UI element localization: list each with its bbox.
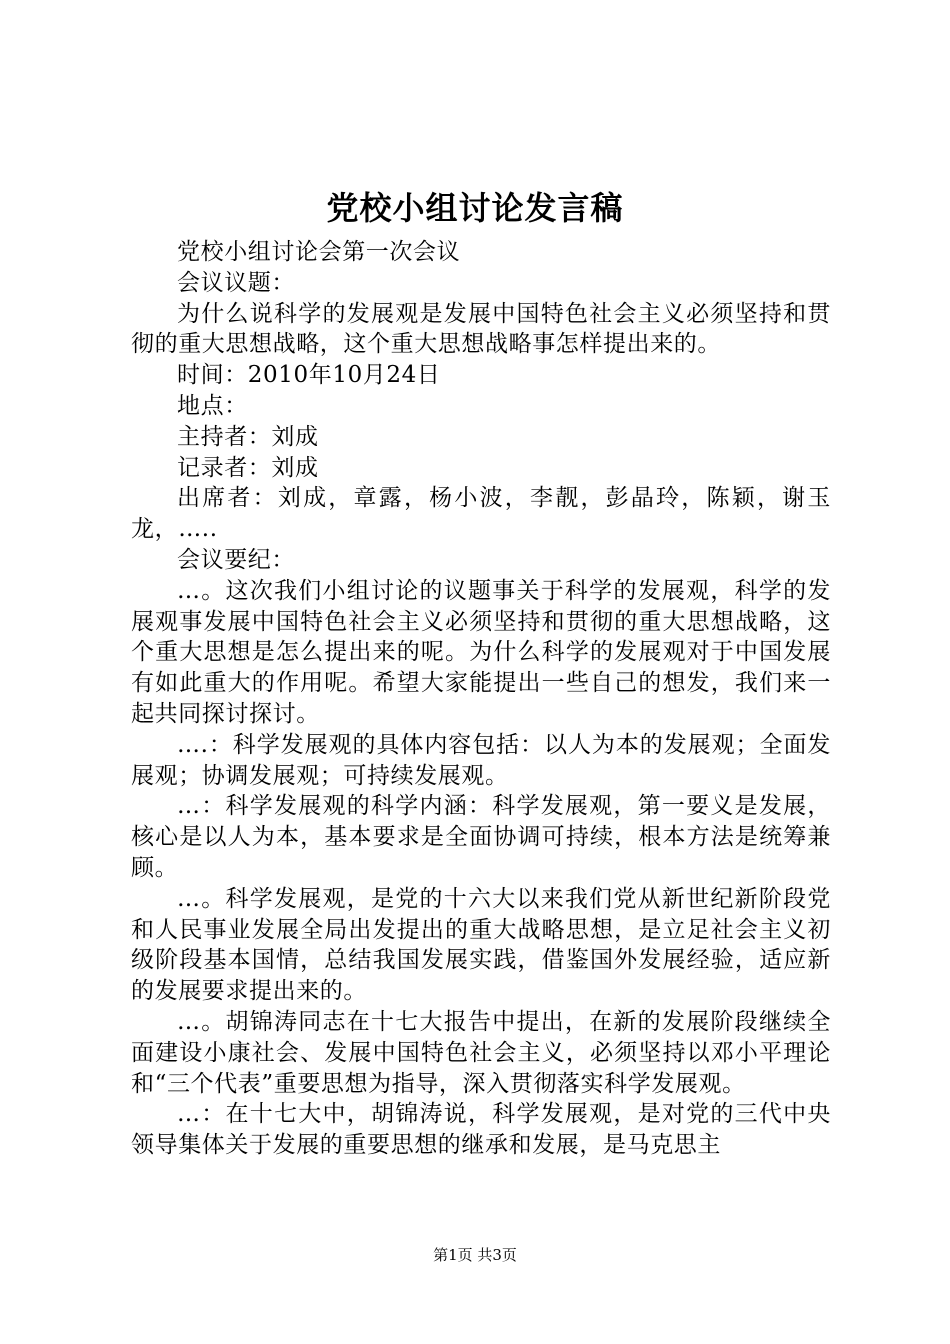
paragraph-discussion-6: …：在十七大中，胡锦涛说，科学发展观，是对党的三代中央领导集体关于发展的重要思想的继承和发展，是马克思主 [131, 1101, 831, 1159]
document-title: 党校小组讨论发言稿 [326, 189, 624, 227]
paragraph-time: 时间：2010年10月24日 [177, 362, 441, 389]
paragraph-attendees: 出席者：刘成，章露，杨小波，李靓，彭晶玲，陈颖，谢玉龙，….. [131, 485, 831, 543]
paragraph-topic-label: 会议议题： [177, 269, 295, 296]
paragraph-minutes-label: 会议要纪： [177, 546, 295, 573]
paragraph-host: 主持者：刘成 [177, 423, 319, 450]
paragraph-discussion-2: ….：科学发展观的具体内容包括：以人为本的发展观；全面发展观；协调发展观；可持续发展观。 [131, 731, 831, 789]
paragraph-topic: 为什么说科学的发展观是发展中国特色社会主义必须坚持和贯彻的重大思想战略，这个重大思想战略事怎样提出来的。 [131, 300, 831, 358]
paragraph-discussion-1: …。这次我们小组讨论的议题事关于科学的发展观，科学的发展观事发展中国特色社会主义必须坚持和贯彻的重大思想战略，这个重大思想是怎么提出来的呢。为什么科学的发展观对于中国发展有如此重大的作用呢。希望大家能提出一些自己的想发，我们来一起共同探讨探讨。 [131, 577, 831, 727]
paragraph-discussion-3: …：科学发展观的科学内涵：科学发展观，第一要义是发展，核心是以人为本，基本要求是全面协调可持续，根本方法是统筹兼顾。 [131, 793, 831, 881]
document-body [131, 237, 831, 1161]
page-footer: 第1页 共3页 [433, 1246, 517, 1264]
paragraph-discussion-4: …。科学发展观，是党的十六大以来我们党从新世纪新阶段党和人民事业发展全局出发提出的重大战略思想，是立足社会主义初级阶段基本国情，总结我国发展实践，借鉴国外发展经验，适应新的发展要求提出来的。 [131, 885, 831, 1005]
paragraph-location: 地点： [177, 392, 248, 419]
paragraph-meeting-name: 党校小组讨论会第一次会议 [177, 239, 461, 265]
paragraph-recorder: 记录者：刘成 [177, 454, 319, 481]
paragraph-discussion-5: …。胡锦涛同志在十七大报告中提出，在新的发展阶段继续全面建设小康社会、发展中国特色社会主义，必须坚持以邓小平理论和“三个代表”重要思想为指导，深入贯彻落实科学发展观。 [131, 1008, 831, 1097]
